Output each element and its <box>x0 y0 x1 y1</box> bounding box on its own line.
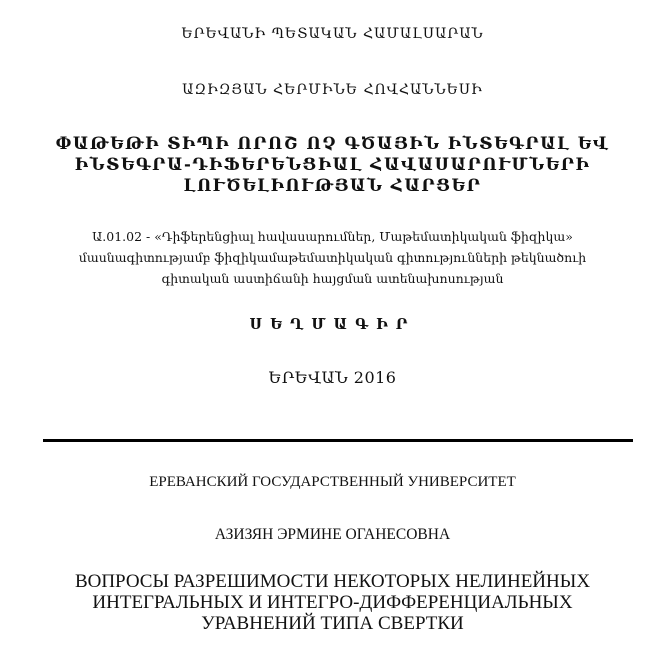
section-divider <box>43 439 633 442</box>
russian-title-line-1: ВОПРОСЫ РАЗРЕШИМОСТИ НЕКОТОРЫХ НЕЛИНЕЙНЫХ <box>74 571 591 592</box>
russian-thesis-title <box>0 571 665 634</box>
armenian-university-name: ԵՐԵՎԱՆԻ ՊԵՏԱԿԱՆ ՀԱՄԱԼՍԱՐԱՆ <box>181 26 484 42</box>
armenian-title-line-1: ՓԱԹԵԹԻ ՏԻՊԻ ՈՐՈՇ ՈՉ ԳԾԱՅԻՆ ԻՆՏԵԳՐԱԼ ԵՎ <box>55 134 610 153</box>
russian-title-line-2: ИНТЕГРАЛЬНЫХ И ИНТЕГРО-ДИФФЕРЕНЦИАЛЬНЫХ <box>92 592 573 613</box>
russian-title-line-3: УРАВНЕНИЙ ТИПА СВЕРТКИ <box>201 613 464 634</box>
armenian-abstract-label: ՍԵՂՄԱԳԻՐ <box>249 316 416 333</box>
armenian-title-line-3: ԼՈՒԾԵԼԻՈՒԹՅԱՆ ՀԱՐՑԵՐ <box>183 176 482 195</box>
russian-university-name: ЕРЕВАНСКИЙ ГОСУДАРСТВЕННЫЙ УНИВЕРСИТЕТ <box>149 474 516 490</box>
armenian-thesis-title <box>0 133 665 196</box>
armenian-specialty-line-1: Ա.01.02 - «Դիֆերենցիալ հավասարումներ, Մաթեմատիկական ֆիզիկա» <box>92 229 573 244</box>
armenian-specialty-text <box>0 226 665 289</box>
armenian-specialty-line-3: գիտական աստիճանի հայցման ատենախոսության <box>161 271 504 286</box>
russian-author-name: АЗИЗЯН ЭРМИНЕ ОГАНЕСОВНА <box>214 526 451 543</box>
armenian-city-year: ԵՐԵՎԱՆ 2016 <box>268 368 397 387</box>
armenian-specialty-line-2: մասնագիտությամբ ֆիզիկամաթեմատիկական գիտությունների թեկնածուի <box>78 250 587 265</box>
armenian-author-name: ԱԶԻԶՅԱՆ ՀԵՐՄԻՆԵ ՀՈՎՀԱՆՆԵՍԻ <box>182 82 483 98</box>
armenian-title-line-2: ԻՆՏԵԳՐԱ-ԴԻՖԵՐԵՆՑԻԱԼ ՀԱՎԱՍԱՐՈՒՄՆԵՐԻ <box>74 155 591 174</box>
